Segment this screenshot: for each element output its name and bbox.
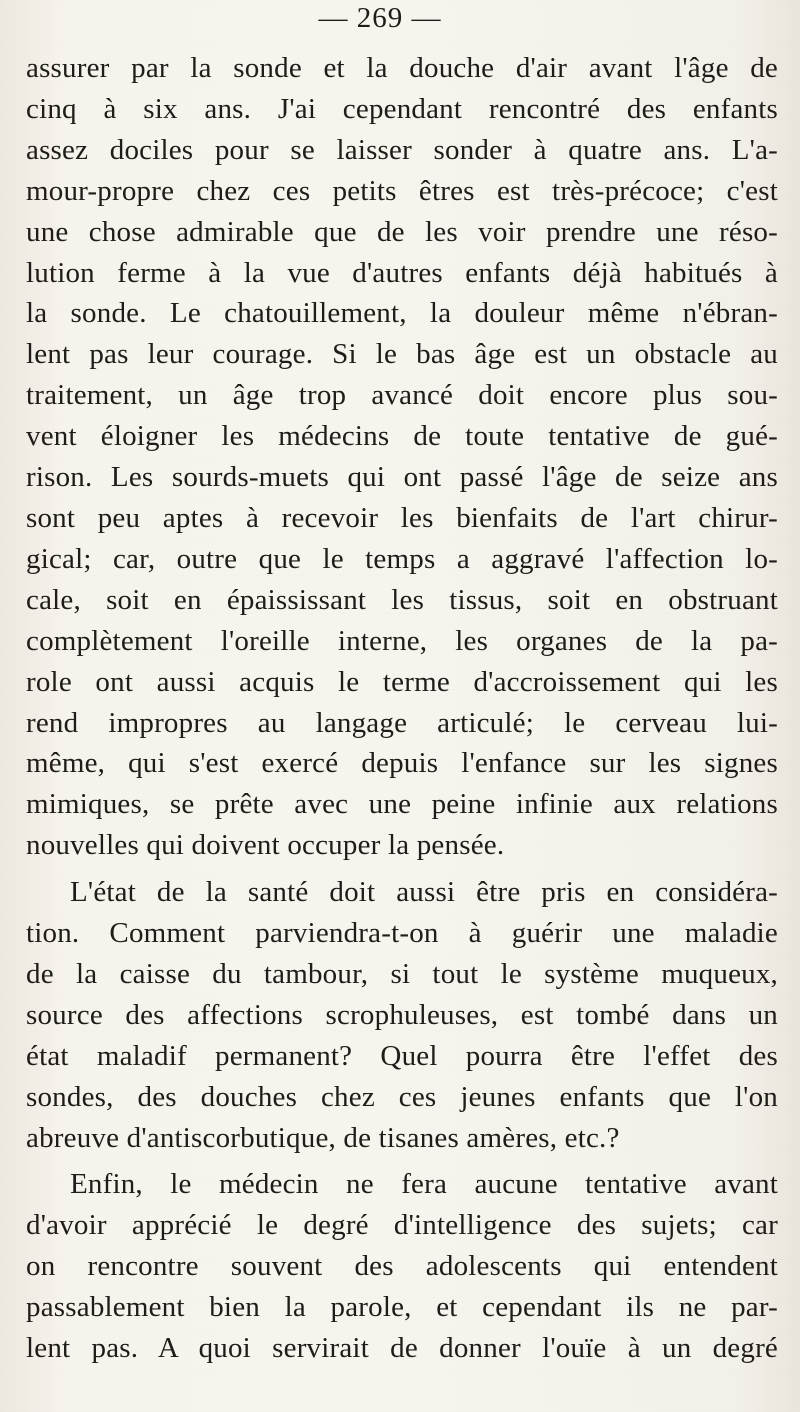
text-line: rend impropres au langage articulé; le cerveau lui- <box>26 706 778 739</box>
page-number: — 269 — <box>318 2 442 34</box>
text-line: role ont aussi acquis le terme d'accroissement qui les <box>26 665 778 698</box>
text-line: une chose admirable que de les voir prendre une réso- <box>26 215 778 248</box>
text-line: état maladif permanent? Quel pourra être l'effet des <box>26 1039 778 1072</box>
text-line: rison. Les sourds-muets qui ont passé l'âge de seize ans <box>26 461 778 494</box>
text-line: Enfin, le médecin ne fera aucune tentative avant <box>70 1168 778 1201</box>
text-line: mour-propre chez ces petits êtres est très-précoce; c'est <box>26 174 778 207</box>
text-line: cinq à six ans. J'ai cependant rencontré des enfants <box>26 92 778 125</box>
text-line: assurer par la sonde et la douche d'air avant l'âge de <box>26 52 778 84</box>
text-line: sont peu aptes à recevoir les bienfaits de l'art chirur- <box>26 501 778 534</box>
text-line: abreuve d'antiscorbutique, de tisanes amères, etc.? <box>26 1121 620 1154</box>
text-line: lent pas leur courage. Si le bas âge est un obstacle au <box>26 338 778 371</box>
page-text <box>26 48 778 1369</box>
paragraph-2 <box>26 872 778 1158</box>
text-line: tion. Comment parviendra-t-on à guérir une maladie <box>26 917 778 950</box>
text-line: gical; car, outre que le temps a aggravé l'affection lo- <box>26 542 778 575</box>
text-line: d'avoir apprécié le degré d'intelligence des sujets; car <box>26 1209 778 1242</box>
text-line: complètement l'oreille interne, les organes de la pa- <box>26 624 778 657</box>
text-line: vent éloigner les médecins de toute tentative de gué- <box>26 420 778 453</box>
text-line: assez dociles pour se laisser sonder à quatre ans. L'a- <box>26 133 778 166</box>
text-line: de la caisse du tambour, si tout le système muqueux, <box>26 957 778 990</box>
text-line: lent pas. A quoi servirait de donner l'ouïe à un degré <box>26 1332 778 1365</box>
text-line: traitement, un âge trop avancé doit encore plus sou- <box>26 379 778 412</box>
paragraph-1 <box>26 48 778 866</box>
text-line: source des affections scrophuleuses, est tombé dans un <box>26 998 778 1031</box>
text-line: L'état de la santé doit aussi être pris en considéra- <box>70 876 778 909</box>
text-line: on rencontre souvent des adolescents qui entendent <box>26 1250 778 1283</box>
text-line: cale, soit en épaississant les tissus, soit en obstruant <box>26 583 778 616</box>
text-line: mimiques, se prête avec une peine infinie aux relations <box>26 788 778 821</box>
paragraph-3 <box>26 1164 778 1369</box>
text-line: lution ferme à la vue d'autres enfants déjà habitués à <box>26 256 778 289</box>
text-line: même, qui s'est exercé depuis l'enfance sur les signes <box>26 747 778 780</box>
text-line: la sonde. Le chatouillement, la douleur même n'ébran- <box>26 297 778 330</box>
text-line: passablement bien la parole, et cependant ils ne par- <box>26 1291 778 1324</box>
text-line: sondes, des douches chez ces jeunes enfants que l'on <box>26 1080 778 1113</box>
text-line: nouvelles qui doivent occuper la pensée. <box>26 829 505 862</box>
